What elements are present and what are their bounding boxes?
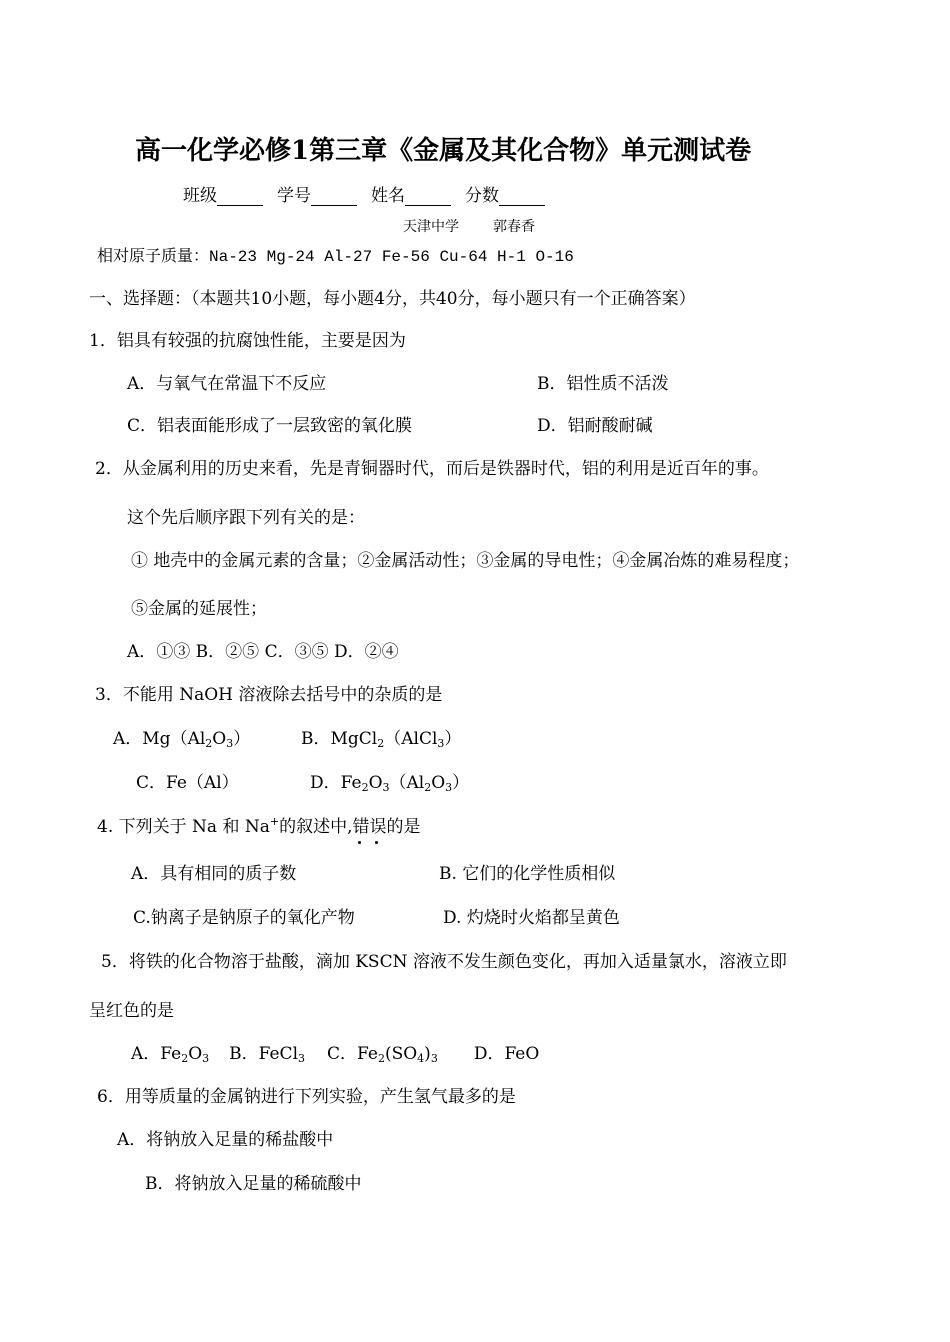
q1-option-a: A．与氧气在常温下不反应 xyxy=(127,374,327,394)
q5-c-text: C．Fe xyxy=(327,1044,378,1064)
q3-b-end: ） xyxy=(444,729,462,749)
q5-b-text: B．FeCl xyxy=(229,1044,299,1064)
q5-options xyxy=(131,1044,539,1064)
id-blank[interactable] xyxy=(311,188,357,206)
page-title: 高一化学必修1第三章《金属及其化合物》单元测试卷 xyxy=(135,136,752,166)
student-info-line xyxy=(183,186,559,206)
q4-emphasis-text: 错误 xyxy=(352,817,387,837)
q2-stem: 2．从金属利用的历史来看，先是青铜器时代，而后是铁器时代，铝的利用是近百年的事。 xyxy=(95,459,769,479)
q6-stem: 6．用等质量的金属钠进行下列实验，产生氢气最多的是 xyxy=(97,1087,516,1107)
q3-d-mid3: O xyxy=(431,773,446,793)
q3-b-mid: （AlCl xyxy=(384,729,438,749)
q6-option-a: A．将钠放入足量的稀盐酸中 xyxy=(117,1130,334,1150)
q4-option-b: B. 它们的化学性质相似 xyxy=(439,864,616,884)
q6-option-b: B．将钠放入足量的稀硫酸中 xyxy=(145,1174,362,1194)
q5-c-mid2: ) xyxy=(424,1044,431,1064)
q3-d-mid2: （Al xyxy=(389,773,425,793)
q4-stem-pre: 4. 下列关于 Na 和 Na xyxy=(97,817,270,837)
q5-c-mid: (SO xyxy=(384,1044,418,1064)
q4-option-a: A．具有相同的质子数 xyxy=(131,864,297,884)
q3-a-sub1: 2 xyxy=(205,737,213,750)
score-blank[interactable] xyxy=(499,188,545,206)
q3-stem: 3．不能用 NaOH 溶液除去括号中的杂质的是 xyxy=(95,685,443,705)
q3-d-sub3: 2 xyxy=(424,781,432,794)
q5-c-sub2: 4 xyxy=(417,1052,425,1065)
q3-option-d xyxy=(310,773,469,793)
q5-line2: 呈红色的是 xyxy=(89,1001,174,1021)
q2-line2: 这个先后顺序跟下列有关的是： xyxy=(127,508,365,528)
q3-option-c: C．Fe（Al） xyxy=(136,773,239,793)
q5-option-a xyxy=(131,1044,209,1064)
q5-c-sub1: 2 xyxy=(377,1052,385,1065)
q5-option-c xyxy=(327,1044,438,1064)
score-label: 分数 xyxy=(465,186,499,206)
q4-stem-end: 的是 xyxy=(386,817,421,837)
q3-a-sub2: 3 xyxy=(226,737,234,750)
q4-emphasis xyxy=(352,817,386,837)
q3-a-text: A．Mg（Al xyxy=(113,729,206,749)
q5-c-sub3: 3 xyxy=(430,1052,438,1065)
q1-option-c: C．铝表面能形成了一层致密的氧化膜 xyxy=(127,416,413,436)
q5-a-text: A．Fe xyxy=(131,1044,182,1064)
q3-option-b xyxy=(301,729,461,749)
q4-option-c: C.钠离子是钠原子的氧化产物 xyxy=(133,908,355,928)
author-name: 郭春香 xyxy=(493,219,535,235)
q4-stem-mid: 的叙述中, xyxy=(279,817,353,837)
class-label: 班级 xyxy=(183,186,217,206)
q3-d-sub2: 3 xyxy=(382,781,390,794)
q5-option-d: D．FeO xyxy=(473,1044,540,1064)
q3-b-text: B．MgCl xyxy=(301,729,378,749)
q1-stem: 1．铝具有较强的抗腐蚀性能，主要是因为 xyxy=(89,331,406,351)
atomic-mass-line: 相对原子质量：Na-23 Mg-24 Al-27 Fe-56 Cu-64 H-1 O-16 xyxy=(97,248,574,266)
q5-a-mid: O xyxy=(188,1044,203,1064)
q3-option-a xyxy=(113,729,250,749)
q5-option-b xyxy=(229,1044,305,1064)
q3-d-mid1: O xyxy=(368,773,383,793)
q3-a-mid: O xyxy=(212,729,227,749)
q5-stem: 5．将铁的化合物溶于盐酸，滴加 KSCN 溶液不发生颜色变化，再加入适量氯水，溶液立即 xyxy=(101,952,787,972)
q2-line4: ⑤金属的延展性； xyxy=(131,599,267,619)
emphasis-dot xyxy=(375,841,378,844)
section-heading: 一、选择题：（本题共10小题，每小题4分，共40分，每小题只有一个正确答案） xyxy=(89,289,696,309)
q5-b-sub1: 3 xyxy=(298,1052,306,1065)
name-blank[interactable] xyxy=(405,188,451,206)
q4-stem-sup: + xyxy=(269,815,280,828)
q3-d-text: D．Fe xyxy=(310,773,362,793)
q1-option-d: D．铝耐酸耐碱 xyxy=(537,416,653,436)
name-label: 姓名 xyxy=(371,186,405,206)
q2-line3: ① 地壳中的金属元素的含量；②金属活动性；③金属的导电性；④金属冶炼的难易程度； xyxy=(131,551,800,571)
id-label: 学号 xyxy=(277,186,311,206)
q3-d-end: ） xyxy=(452,773,470,793)
author-line xyxy=(403,217,535,237)
author-school: 天津中学 xyxy=(403,219,459,235)
q3-b-sub1: 2 xyxy=(377,737,385,750)
q2-options: A．①③ B．②⑤ C．③⑤ D．②④ xyxy=(127,642,399,662)
q3-b-sub2: 3 xyxy=(437,737,445,750)
q1-option-b: B．铝性质不活泼 xyxy=(537,374,669,394)
class-blank[interactable] xyxy=(217,188,263,206)
q4-stem xyxy=(97,817,420,837)
q3-a-end: ） xyxy=(233,729,251,749)
emphasis-dot xyxy=(358,841,361,844)
q3-d-sub1: 2 xyxy=(361,781,369,794)
q5-a-sub1: 2 xyxy=(181,1052,189,1065)
q5-a-sub2: 3 xyxy=(202,1052,210,1065)
q4-option-d: D. 灼烧时火焰都呈黄色 xyxy=(443,908,620,928)
q3-d-sub4: 3 xyxy=(445,781,453,794)
